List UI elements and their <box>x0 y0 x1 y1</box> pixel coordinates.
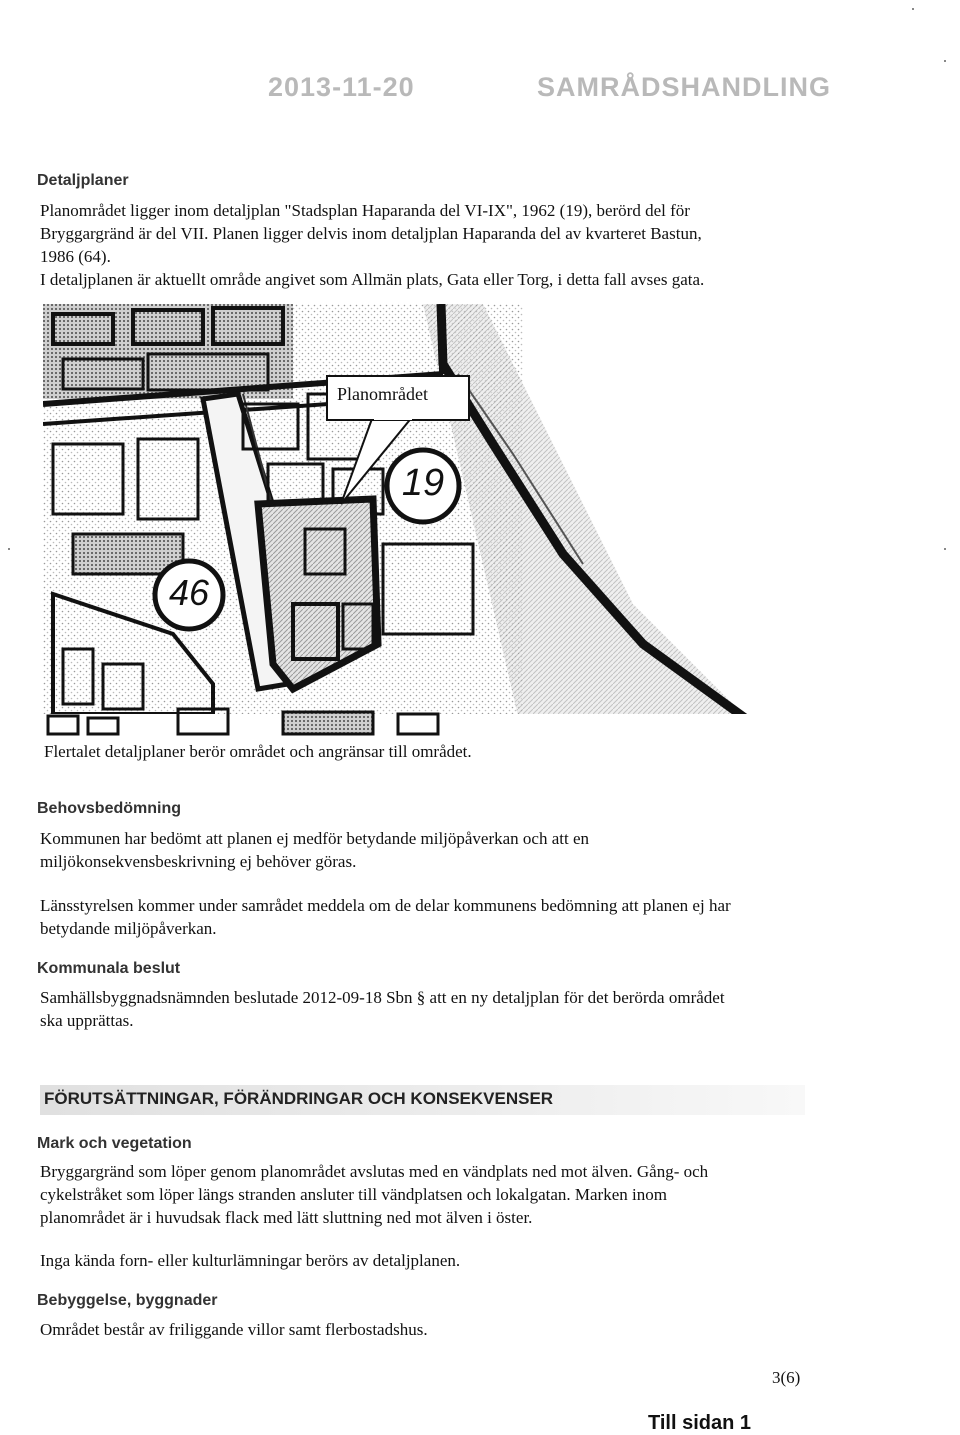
planomradet-callout-label: Planområdet <box>337 384 428 404</box>
scan-speck <box>944 548 946 550</box>
mark-vegetation-paragraph-1 <box>40 1160 708 1229</box>
scan-speck <box>944 60 946 62</box>
mark-p1-line-2: cykelstråket som löper längs stranden ansluter till vändplatsen och lokalgatan. Marken inom <box>40 1185 667 1204</box>
behovsbedomning-heading: Behovsbedömning <box>37 800 182 817</box>
detaljplaner-heading: Detaljplaner <box>37 172 129 189</box>
mark-p1-line-1: Bryggargränd som löper genom planområdet avslutas med en vändplats ned mot älven. Gång- och <box>40 1162 709 1181</box>
behovsbedomning-p2-line-2: betydande miljöpåverkan. <box>40 919 217 938</box>
date-stamp: 2013-11-20 <box>268 72 415 102</box>
detaljplaner-line-1: Planområdet ligger inom detaljplan "Stadsplan Haparanda del VI-IX", 1962 (19), berörd del för <box>40 201 690 220</box>
detaljplaner-paragraph <box>40 199 704 291</box>
behovsbedomning-p1-line-1: Kommunen har bedömt att planen ej medför betydande miljöpåverkan och att en <box>40 829 590 848</box>
detaljplaner-line-2: Bryggargränd är del VII. Planen ligger delvis inom detaljplan Haparanda del av kvarteret Bastun, <box>40 224 702 243</box>
status-stamp: SAMRÅDSHANDLING <box>537 72 831 102</box>
plan-circle-label-19: 19 <box>401 462 445 504</box>
kommunala-beslut-line-2: ska upprättas. <box>40 1011 134 1030</box>
mark-vegetation-paragraph-2: Inga kända forn- eller kulturlämningar berörs av detaljplanen. <box>40 1251 461 1270</box>
kommunala-beslut-paragraph <box>40 986 725 1032</box>
behovsbedomning-paragraph-2 <box>40 894 731 940</box>
till-sidan-link[interactable]: Till sidan 1 <box>648 1412 751 1434</box>
bebyggelse-heading: Bebyggelse, byggnader <box>37 1292 218 1309</box>
map-caption: Flertalet detaljplaner berör området och angränsar till området. <box>44 742 472 761</box>
plan-circle-label-46: 46 <box>168 572 210 613</box>
scan-speck <box>8 548 10 550</box>
kommunala-beslut-line-1: Samhällsbyggnadsnämnden beslutade 2012-09-18 Sbn § att en ny detaljplan för det berörda området <box>40 988 725 1007</box>
mark-vegetation-heading: Mark och vegetation <box>37 1135 192 1152</box>
scan-speck <box>912 8 914 10</box>
behovsbedomning-paragraph-1 <box>40 827 589 873</box>
bebyggelse-paragraph: Området består av friliggande villor samt flerbostadshus. <box>40 1320 428 1339</box>
page-number: 3(6) <box>772 1368 801 1387</box>
detaljplaner-line-4: I detaljplanen är aktuellt område angivet som Allmän plats, Gata eller Torg, i detta fall avses gata. <box>40 270 705 289</box>
behovsbedomning-p1-line-2: miljökonsekvensbeskrivning ej behöver göras. <box>40 852 357 871</box>
detaljplan-map <box>43 304 813 738</box>
forutsattningar-banner: FÖRUTSÄTTNINGAR, FÖRÄNDRINGAR OCH KONSEKVENSER <box>44 1089 554 1108</box>
detaljplaner-line-3: 1986 (64). <box>40 247 111 266</box>
kommunala-beslut-heading: Kommunala beslut <box>37 960 181 977</box>
mark-p1-line-3: planområdet är i huvudsak flack med lätt sluttning ned mot älven i öster. <box>40 1208 533 1227</box>
behovsbedomning-p2-line-1: Länsstyrelsen kommer under samrådet meddela om de delar kommunens bedömning att planen ej har <box>40 896 731 915</box>
